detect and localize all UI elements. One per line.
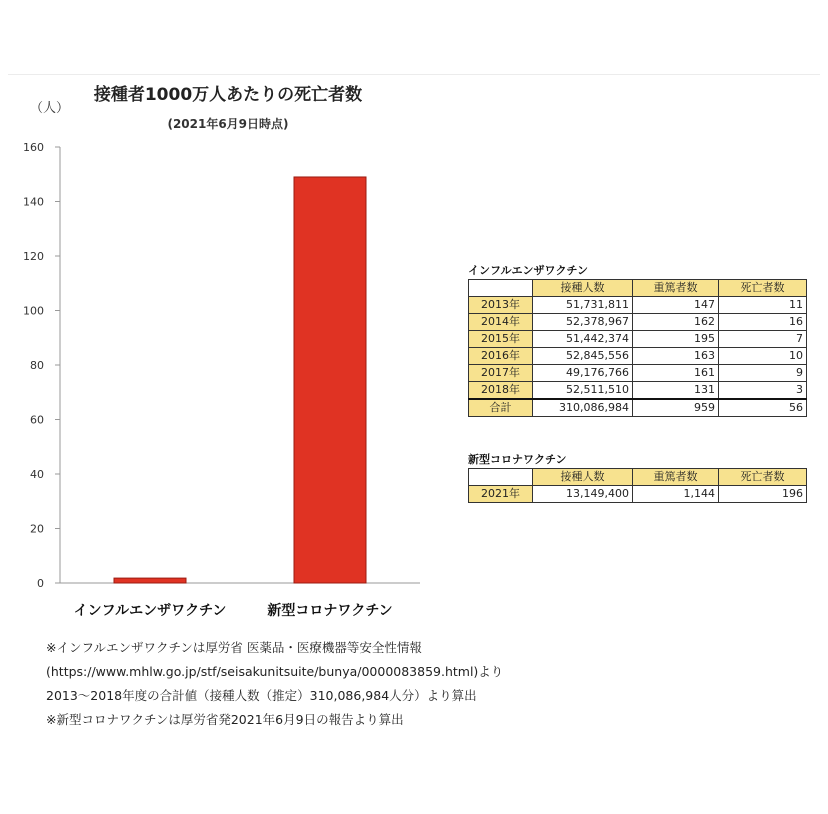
table-header-cell: [469, 280, 533, 297]
y-tick-label: 140: [23, 195, 44, 209]
y-tick-label: 160: [23, 141, 44, 154]
table-cell: 9: [719, 365, 807, 382]
table-header-cell: 重篤者数: [633, 280, 719, 297]
table-cell: 16: [719, 314, 807, 331]
footnote-line: 2013～2018年度の合計値（接種人数（推定）310,086,984人分）より算出: [46, 688, 477, 703]
flu-data-table: [468, 279, 807, 417]
y-tick-label: 20: [30, 522, 44, 536]
chart-subtitle: (2021年6月9日時点): [167, 117, 289, 131]
bar: [114, 578, 186, 583]
table-cell: 161: [633, 365, 719, 382]
table-cell: 13,149,400: [533, 486, 633, 503]
row-label-cell: 2014年: [469, 314, 533, 331]
table-cell: 52,845,556: [533, 348, 633, 365]
covid-data-table: [468, 468, 807, 503]
row-label-cell: 2018年: [469, 382, 533, 400]
table-row: [469, 348, 807, 365]
table-cell: 131: [633, 382, 719, 400]
table-total-row: [469, 399, 807, 417]
table-cell: 51,442,374: [533, 331, 633, 348]
table-cell: 52,378,967: [533, 314, 633, 331]
row-label-cell: 合計: [469, 399, 533, 417]
row-label-cell: 2013年: [469, 297, 533, 314]
x-category-label: インフルエンザワクチン: [73, 603, 227, 619]
bar: [294, 177, 366, 583]
y-tick-label: 0: [37, 577, 44, 590]
chart-title: 接種者1000万人あたりの死亡者数: [93, 85, 363, 105]
table-cell: 10: [719, 348, 807, 365]
y-axis-unit: （人）: [30, 101, 70, 116]
flu-table-title: インフルエンザワクチン: [468, 264, 589, 277]
footnote-line: (https://www.mhlw.go.jp/stf/seisakunitsuite/bunya/0000083859.html)より: [46, 664, 504, 679]
table-header-cell: 接種人数: [533, 469, 633, 486]
table-header-cell: 死亡者数: [719, 280, 807, 297]
row-label-cell: 2016年: [469, 348, 533, 365]
table-cell: 7: [719, 331, 807, 348]
table-cell: 1,144: [633, 486, 719, 503]
table-row: [469, 365, 807, 382]
footnote-line: ※インフルエンザワクチンは厚労省 医薬品・医療機器等安全性情報: [46, 640, 422, 655]
row-label-cell: 2021年: [469, 486, 533, 503]
footnotes: [46, 636, 806, 732]
row-label-cell: 2015年: [469, 331, 533, 348]
table-row: [469, 382, 807, 400]
table-header-cell: 接種人数: [533, 280, 633, 297]
table-cell: 3: [719, 382, 807, 400]
table-header-cell: 重篤者数: [633, 469, 719, 486]
table-header-cell: 死亡者数: [719, 469, 807, 486]
y-tick-label: 60: [30, 413, 44, 427]
table-cell: 195: [633, 331, 719, 348]
table-cell: 51,731,811: [533, 297, 633, 314]
table-cell: 162: [633, 314, 719, 331]
table-cell: 52,511,510: [533, 382, 633, 400]
table-cell: 11: [719, 297, 807, 314]
y-tick-label: 120: [23, 250, 44, 263]
footnote-line: ※新型コロナワクチンは厚労省発2021年6月9日の報告より算出: [46, 712, 404, 727]
table-cell: 56: [719, 399, 807, 417]
table-cell: 310,086,984: [533, 399, 633, 417]
table-cell: 163: [633, 348, 719, 365]
table-row: [469, 314, 807, 331]
table-row: [469, 297, 807, 314]
y-tick-label: 80: [30, 359, 44, 372]
table-cell: 49,176,766: [533, 365, 633, 382]
y-tick-label: 40: [30, 468, 44, 481]
table-header-cell: [469, 469, 533, 486]
row-label-cell: 2017年: [469, 365, 533, 382]
table-row: [469, 331, 807, 348]
table-cell: 196: [719, 486, 807, 503]
table-cell: 959: [633, 399, 719, 417]
x-category-label: 新型コロナワクチン: [267, 603, 393, 619]
table-cell: 147: [633, 297, 719, 314]
table-row: [469, 486, 807, 503]
y-tick-label: 100: [23, 304, 44, 318]
covid-table-title: 新型コロナワクチン: [468, 453, 567, 466]
